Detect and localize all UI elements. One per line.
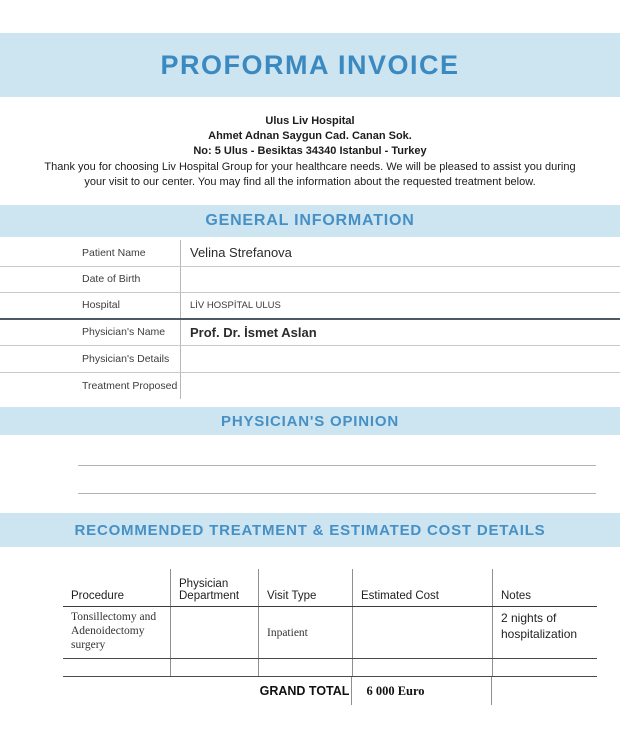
grand-total-notes-cell [491, 677, 597, 705]
field-label-treatment-proposed: Treatment Proposed [82, 379, 178, 392]
cell-notes-empty [492, 659, 597, 676]
field-label-hospital: Hospital [82, 299, 120, 312]
cell-procedure-empty [63, 659, 170, 676]
treatment-cost-table [63, 569, 597, 705]
field-row-physicians-details [0, 346, 620, 373]
address-line-1: Ahmet Adnan Saygun Cad. Canan Sok. [208, 130, 412, 142]
physicians-opinion-title: PHYSICIAN'S OPINION [221, 412, 399, 430]
field-label-date-of-birth: Date of Birth [82, 273, 141, 286]
general-information-table [0, 240, 620, 399]
general-information-title: GENERAL INFORMATION [205, 212, 415, 229]
recommended-treatment-band [0, 513, 620, 547]
cell-physician-department-empty [170, 659, 258, 676]
column-header-estimated-cost: Estimated Cost [352, 569, 492, 606]
column-header-notes: Notes [492, 569, 597, 606]
cell-notes: 2 nights of hospitalization [492, 607, 597, 658]
field-row-physicians-name [0, 320, 620, 347]
field-value-treatment-proposed [180, 373, 620, 400]
welcome-text: Thank you for choosing Liv Hospital Group for your healthcare needs. We will be pleased to assist you during your visit to our center. You may find all the information about the requested treatment below. [44, 161, 576, 188]
cell-estimated-cost-empty [352, 659, 492, 676]
treatment-table-empty-row [63, 659, 597, 677]
hospital-name: Ulus Liv Hospital [265, 115, 355, 127]
field-row-date-of-birth [0, 267, 620, 294]
treatment-table-header-row [63, 569, 597, 607]
field-label-physicians-name: Physician's Name [82, 326, 166, 339]
recommended-treatment-title: RECOMMENDED TREATMENT & ESTIMATED COST DETAILS [74, 521, 546, 539]
opinion-write-line-2 [78, 493, 596, 494]
field-label-patient-name: Patient Name [82, 246, 146, 259]
cell-estimated-cost [352, 607, 492, 658]
title-band [0, 33, 620, 97]
field-row-hospital [0, 293, 620, 320]
grand-total-row [63, 677, 597, 705]
cell-physician-department [170, 607, 258, 658]
general-information-band [0, 205, 620, 237]
grand-total-label: GRAND TOTAL [259, 684, 350, 698]
cell-procedure: Tonsillectomy and Adenoidectomy surgery [71, 611, 157, 651]
address-line-2: No: 5 Ulus - Besiktas 34340 Istanbul - Turkey [193, 145, 427, 157]
field-value-physicians-details [180, 346, 620, 372]
field-value-patient-name: Velina Strefanova [180, 240, 620, 266]
cell-visit-type-empty [258, 659, 352, 676]
field-value-hospital: LİV HOSPİTAL ULUS [180, 293, 620, 318]
field-row-patient-name [0, 240, 620, 267]
grand-total-value: 6 000 Euro [351, 677, 491, 705]
field-row-treatment-proposed [0, 373, 620, 400]
field-value-physicians-name: Prof. Dr. İsmet Aslan [180, 320, 620, 346]
opinion-write-line-1 [78, 465, 596, 466]
field-value-date-of-birth [180, 267, 620, 293]
cell-visit-type: Inpatient [258, 607, 352, 658]
page-title: PROFORMA INVOICE [160, 49, 460, 80]
column-header-procedure: Procedure [71, 590, 125, 602]
physicians-opinion-band [0, 407, 620, 435]
treatment-table-row [63, 607, 597, 659]
field-label-physicians-details: Physician's Details [82, 352, 170, 365]
column-header-visit-type: Visit Type [258, 569, 352, 606]
column-header-physician-department: Physician Department [170, 569, 258, 606]
hospital-address-block [0, 114, 620, 190]
grand-total-spacer [63, 677, 258, 705]
